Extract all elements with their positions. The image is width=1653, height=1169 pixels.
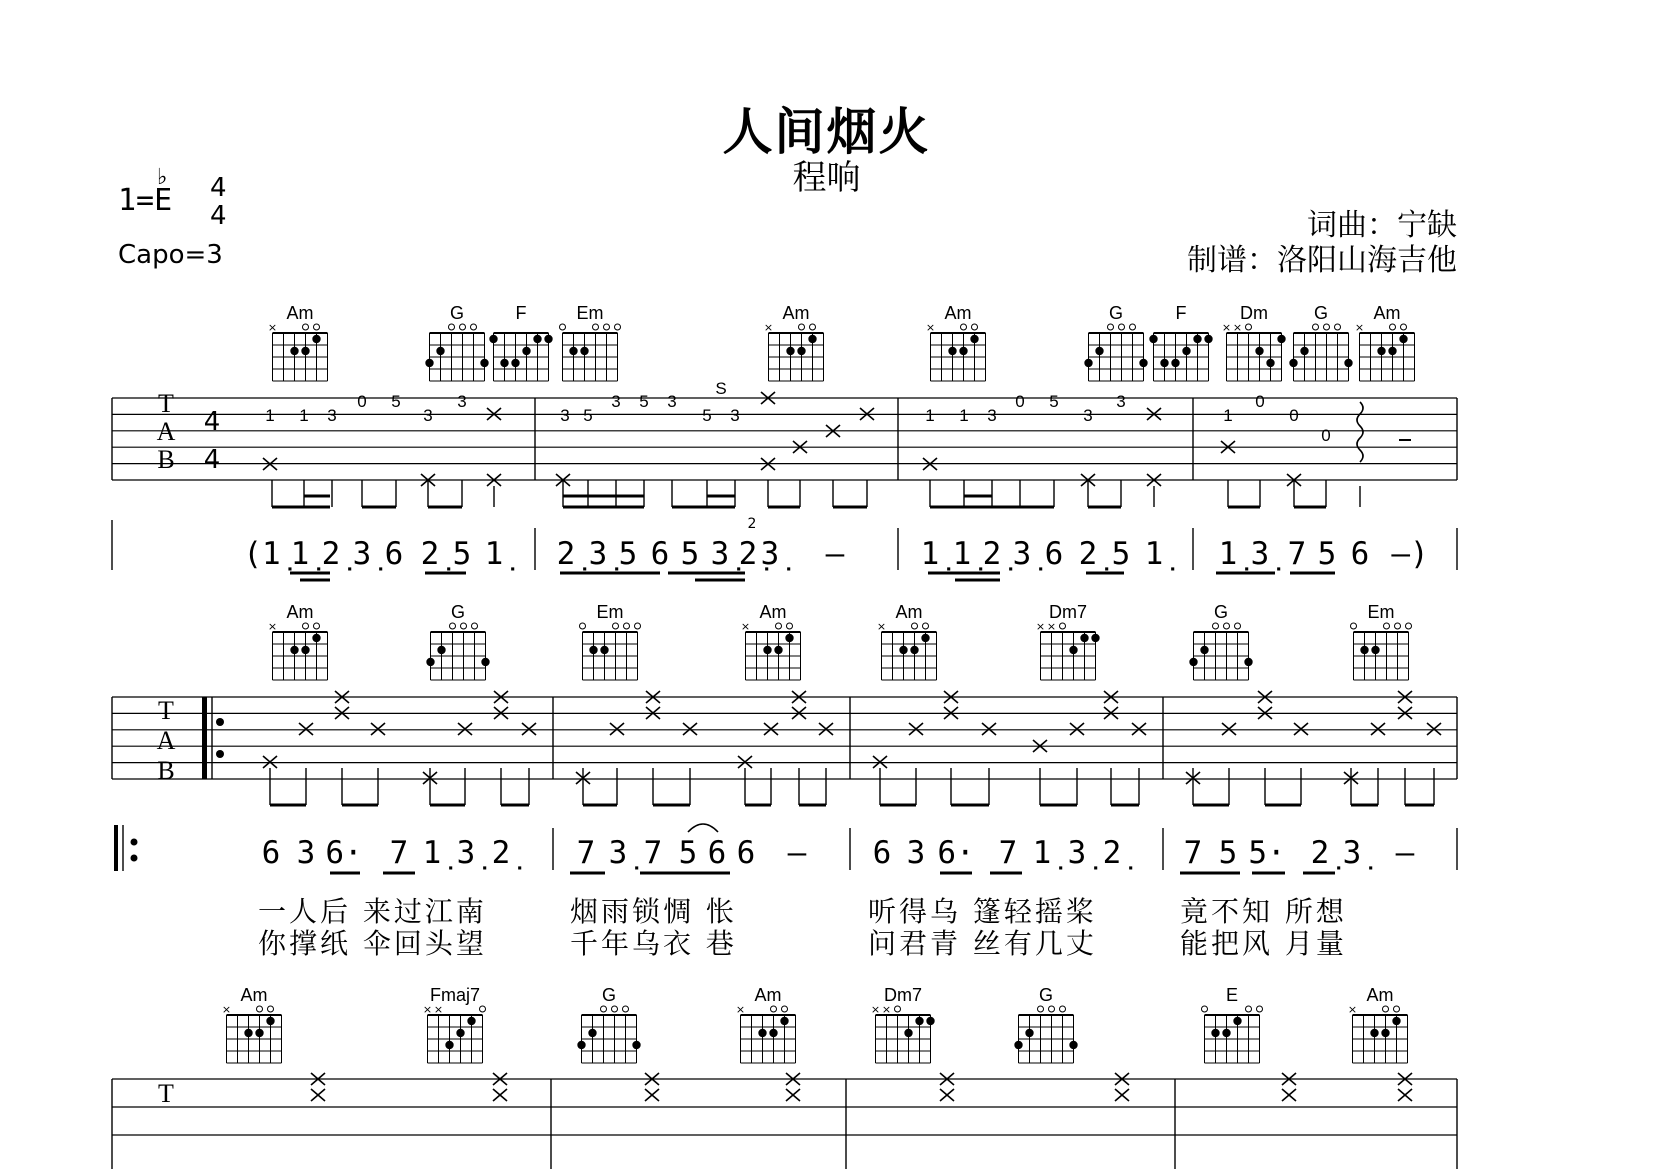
arpeggio-mark bbox=[1357, 402, 1363, 462]
jianpu-note: 5 bbox=[1317, 536, 1337, 572]
tab-clef-letter: B bbox=[157, 445, 175, 474]
jianpu-note: 5 bbox=[452, 536, 472, 572]
dead-note-mark bbox=[786, 1089, 800, 1101]
dead-note-mark bbox=[819, 723, 833, 735]
svg-text:×: × bbox=[763, 321, 774, 334]
jianpu-note: 6 bbox=[707, 835, 727, 871]
jianpu-note: 2̣ bbox=[982, 536, 1002, 572]
chord-name: Em bbox=[1367, 602, 1395, 622]
svg-text:×: × bbox=[876, 620, 887, 633]
dead-note-mark bbox=[493, 1089, 507, 1101]
chord-diagram-em bbox=[1351, 602, 1412, 680]
chord-name: Am bbox=[286, 303, 314, 323]
jianpu-note: 3 bbox=[296, 835, 316, 871]
dead-note-mark bbox=[1294, 723, 1308, 735]
tab-fret-number: 3 bbox=[423, 406, 433, 425]
tab-clef-letter: B bbox=[157, 756, 175, 785]
tab-fret-number: 3 bbox=[1083, 406, 1093, 425]
chord-name: G bbox=[1038, 985, 1054, 1005]
jianpu-note: – bbox=[825, 536, 845, 572]
dead-note-mark bbox=[522, 723, 536, 735]
lyric-line-1: 竟不知 所想 bbox=[1180, 895, 1347, 928]
tab-fret-number: 3 bbox=[457, 392, 467, 411]
slide-mark: S bbox=[715, 379, 727, 398]
chord-name: Am bbox=[754, 985, 782, 1005]
song-title: 人间烟火 bbox=[722, 103, 931, 161]
jianpu-note: 3̣ bbox=[1067, 835, 1087, 871]
dead-note-mark bbox=[982, 723, 996, 735]
svg-text:×: × bbox=[1035, 620, 1046, 633]
chord-diagram-am bbox=[877, 602, 937, 680]
dead-note-mark bbox=[371, 723, 385, 735]
jianpu-note: 3 bbox=[906, 835, 926, 871]
chord-diagram-fmaj7 bbox=[423, 985, 486, 1063]
chord-name: G bbox=[601, 985, 617, 1005]
chord-diagram-am bbox=[741, 602, 801, 680]
svg-text:×: × bbox=[1046, 620, 1057, 633]
chord-name: G bbox=[1313, 303, 1329, 323]
chord-diagram-am bbox=[268, 602, 328, 680]
jianpu-note: 2̣ bbox=[321, 536, 341, 572]
svg-text:×: × bbox=[433, 1003, 444, 1016]
jianpu-note: 7 bbox=[1183, 835, 1203, 871]
artist-name: 程响 bbox=[792, 158, 861, 198]
jianpu-note: 3̣ bbox=[760, 536, 780, 572]
chord-name: F bbox=[515, 303, 527, 323]
capo-info: Capo=3 bbox=[118, 240, 223, 270]
jianpu-note: 3̣ bbox=[1012, 536, 1032, 572]
jianpu-note: 6 bbox=[872, 835, 892, 871]
jianpu-note: 3̣ bbox=[352, 536, 372, 572]
jianpu-note: 6· bbox=[325, 835, 363, 871]
dead-note-mark bbox=[311, 1089, 325, 1101]
lyric-line-2: 千年乌衣 巷 bbox=[570, 927, 737, 960]
svg-text:×: × bbox=[267, 321, 278, 334]
chord-diagram-dm7 bbox=[1036, 602, 1100, 680]
svg-text:×: × bbox=[740, 620, 751, 633]
jianpu-note: 5 bbox=[680, 536, 700, 572]
chord-diagram-g bbox=[1014, 985, 1077, 1063]
tab-fret-number: 3 bbox=[730, 406, 740, 425]
svg-text:×: × bbox=[422, 1003, 433, 1016]
chord-name: Am bbox=[240, 985, 268, 1005]
tab-fret-number: 3 bbox=[1116, 392, 1126, 411]
svg-text:×: × bbox=[267, 620, 278, 633]
grace-note: 2 bbox=[747, 516, 757, 532]
jianpu-note: 6 bbox=[261, 835, 281, 871]
jianpu-note: 1̣ bbox=[1144, 536, 1164, 572]
tab-fret-number: 3 bbox=[987, 406, 997, 425]
tab-fret-number: 5 bbox=[583, 406, 593, 425]
composer-credit: 词曲：宁缺 bbox=[1307, 208, 1457, 243]
time-bottom: 4 bbox=[210, 201, 227, 231]
dead-note-mark bbox=[764, 723, 778, 735]
jianpu-note: 3̣ bbox=[1250, 536, 1270, 572]
jianpu-note: 3̣ bbox=[608, 835, 628, 871]
tab-fret-number: 3 bbox=[667, 392, 677, 411]
tab-clef-letter: T bbox=[158, 389, 174, 418]
jianpu-note: 1̣ bbox=[952, 536, 972, 572]
chord-name: G bbox=[1213, 602, 1229, 622]
tab-fret-number: 5 bbox=[639, 392, 649, 411]
chord-name: E bbox=[1225, 985, 1239, 1005]
jianpu-note: 3̣ bbox=[1342, 835, 1362, 871]
jianpu-note: 2̣ bbox=[556, 536, 576, 572]
chord-diagram-g bbox=[1189, 602, 1252, 680]
lyric-line-1: 听得乌 篷轻摇桨 bbox=[868, 895, 1097, 928]
jianpu-note: 5 bbox=[678, 835, 698, 871]
tab-fret-number: 1 bbox=[1223, 406, 1233, 425]
tab-fret-number: 0 bbox=[1289, 406, 1299, 425]
svg-text:×: × bbox=[925, 321, 936, 334]
tab-fret-number: 0 bbox=[1255, 392, 1265, 411]
chord-name: G bbox=[449, 303, 465, 323]
jianpu-note: 6· bbox=[937, 835, 975, 871]
tab-fret-number: 5 bbox=[1049, 392, 1059, 411]
jianpu-note: 1̣ bbox=[422, 835, 442, 871]
jianpu-note: 1̣ bbox=[484, 536, 504, 572]
chord-diagram-g bbox=[577, 985, 640, 1063]
tab-fret-number: 1 bbox=[959, 406, 969, 425]
jianpu-note: 5 bbox=[1111, 536, 1131, 572]
jianpu-note: 7 bbox=[1287, 536, 1307, 572]
tab-clef-letter: A bbox=[156, 726, 176, 755]
chord-name: Dm bbox=[1240, 303, 1268, 323]
tab-fret-number: 0 bbox=[357, 392, 367, 411]
chord-name: F bbox=[1175, 303, 1187, 323]
chord-diagram-g bbox=[1289, 303, 1352, 381]
chord-name: Am bbox=[782, 303, 810, 323]
lyric-line-2: 问君青 丝有几丈 bbox=[868, 927, 1097, 960]
chord-name: Am bbox=[944, 303, 972, 323]
tab-fret-number: 5 bbox=[391, 392, 401, 411]
chord-diagram-g bbox=[425, 303, 488, 381]
dead-note-mark bbox=[1115, 1089, 1129, 1101]
chord-diagram-am bbox=[736, 985, 796, 1063]
tab-fret-number: 0 bbox=[1321, 426, 1331, 445]
jianpu-note: 2̣ bbox=[420, 536, 440, 572]
svg-text:×: × bbox=[1347, 1003, 1358, 1016]
tab-fret-number: 1 bbox=[299, 406, 309, 425]
tab-clef-letter: A bbox=[156, 417, 176, 446]
chord-diagram-em bbox=[580, 602, 641, 680]
jianpu-note: 7 bbox=[998, 835, 1018, 871]
dead-note-mark bbox=[1371, 723, 1385, 735]
time-top: 4 bbox=[210, 173, 227, 203]
chord-name: Dm7 bbox=[883, 985, 923, 1005]
chord-diagram-dm7 bbox=[871, 985, 935, 1063]
tab-clef-letter: T bbox=[158, 696, 174, 725]
jianpu-note: 5· bbox=[1248, 835, 1286, 871]
jianpu-note: 1̣ bbox=[920, 536, 940, 572]
chord-diagram-am bbox=[764, 303, 824, 381]
dead-note-mark bbox=[1070, 723, 1084, 735]
chord-diagram-f bbox=[489, 303, 552, 381]
tab-time-top: 4 bbox=[203, 407, 221, 437]
dead-note-mark bbox=[610, 723, 624, 735]
tab-fret-number: 3 bbox=[611, 392, 621, 411]
chord-diagram-dm bbox=[1222, 303, 1286, 381]
chord-diagram-am bbox=[1355, 303, 1415, 381]
jianpu-note: 6 bbox=[1350, 536, 1370, 572]
lyric-line-1: 烟雨锁惆 怅 bbox=[570, 895, 737, 928]
jianpu-note: – bbox=[787, 835, 807, 871]
jianpu-note: 1̣ bbox=[1218, 536, 1238, 572]
tie-arc bbox=[688, 824, 718, 832]
jianpu-note: 2̣ bbox=[1102, 835, 1122, 871]
tab-fret-number: 3 bbox=[560, 406, 570, 425]
chord-name: Am bbox=[286, 602, 314, 622]
chord-name: Fmaj7 bbox=[429, 985, 481, 1005]
chord-name: Am bbox=[759, 602, 787, 622]
key-signature: 1=E bbox=[118, 183, 173, 218]
dead-note-mark bbox=[299, 723, 313, 735]
tab-fret-number: 1 bbox=[925, 406, 935, 425]
jianpu-note: 6 bbox=[736, 835, 756, 871]
dead-note-mark bbox=[1398, 1089, 1412, 1101]
dead-note-mark bbox=[1222, 723, 1236, 735]
repeat-bar-thick bbox=[202, 697, 207, 779]
chord-diagram-am bbox=[268, 303, 328, 381]
jianpu-note: 1̣ bbox=[290, 536, 310, 572]
jianpu-note: 2̣ bbox=[1310, 835, 1330, 871]
lyric-line-1: 一人后 来过江南 bbox=[258, 895, 487, 928]
jianpu-note: (1̣ bbox=[243, 536, 281, 572]
dead-note-mark bbox=[1427, 723, 1441, 735]
jianpu-note: 2̣ bbox=[491, 835, 511, 871]
chord-diagram-g bbox=[1084, 303, 1147, 381]
chord-diagram-e bbox=[1202, 985, 1263, 1063]
chord-name: Dm7 bbox=[1048, 602, 1088, 622]
svg-text:×: × bbox=[1232, 321, 1243, 334]
tab-fret-number: 3 bbox=[327, 406, 337, 425]
jianpu-note: 3̣ bbox=[710, 536, 730, 572]
jianpu-note: 3̣ bbox=[456, 835, 476, 871]
dead-note-mark bbox=[1282, 1089, 1296, 1101]
chord-name: Am bbox=[1373, 303, 1401, 323]
chord-diagram-em bbox=[560, 303, 621, 381]
tab-fret-number: 0 bbox=[1015, 392, 1025, 411]
svg-text:×: × bbox=[870, 1003, 881, 1016]
jianpu-note: 3̣ bbox=[588, 536, 608, 572]
svg-text:×: × bbox=[1221, 321, 1232, 334]
chord-diagram-am bbox=[1348, 985, 1408, 1063]
tab-clef-letter: T bbox=[158, 1079, 174, 1108]
dead-note-mark bbox=[683, 723, 697, 735]
chord-diagram-f bbox=[1149, 303, 1212, 381]
jianpu-note: 5 bbox=[1218, 835, 1238, 871]
svg-text:×: × bbox=[881, 1003, 892, 1016]
jianpu-note: 6 bbox=[650, 536, 670, 572]
jianpu-note: 6 bbox=[384, 536, 404, 572]
dead-note-mark bbox=[940, 1089, 954, 1101]
svg-text:×: × bbox=[221, 1003, 232, 1016]
svg-text:×: × bbox=[735, 1003, 746, 1016]
chord-diagram-am bbox=[222, 985, 282, 1063]
jianpu-note: –) bbox=[1391, 536, 1429, 572]
jianpu-note: 2̣ bbox=[738, 536, 758, 572]
dead-note-mark bbox=[909, 723, 923, 735]
dead-note-mark bbox=[458, 723, 472, 735]
lyric-line-2: 能把风 月量 bbox=[1180, 927, 1347, 960]
transcriber-credit: 制谱：洛阳山海吉他 bbox=[1187, 243, 1457, 278]
dead-note-mark bbox=[645, 1089, 659, 1101]
jianpu-note: 1̣ bbox=[1032, 835, 1052, 871]
chord-name: Em bbox=[596, 602, 624, 622]
jianpu-note: 7 bbox=[643, 835, 663, 871]
jianpu-note: 7 bbox=[576, 835, 596, 871]
jianpu-note: – bbox=[1395, 835, 1415, 871]
jianpu-note: 2̣ bbox=[1078, 536, 1098, 572]
tab-fret-number: 1 bbox=[265, 406, 275, 425]
jianpu-note: 6 bbox=[1044, 536, 1064, 572]
tab-time-bottom: 4 bbox=[203, 445, 221, 475]
flat-sign: ♭ bbox=[157, 165, 168, 190]
chord-diagram-am bbox=[926, 303, 986, 381]
svg-text:×: × bbox=[1354, 321, 1365, 334]
dead-note-mark bbox=[1132, 723, 1146, 735]
lyric-line-2: 你撑纸 伞回头望 bbox=[258, 927, 487, 960]
tab-fret-number: 5 bbox=[702, 406, 712, 425]
chord-name: Em bbox=[576, 303, 604, 323]
jianpu-note: 7 bbox=[389, 835, 409, 871]
chord-diagram-g bbox=[426, 602, 489, 680]
chord-name: Am bbox=[1366, 985, 1394, 1005]
chord-name: Am bbox=[895, 602, 923, 622]
jianpu-note: 5 bbox=[618, 536, 638, 572]
chord-name: G bbox=[450, 602, 466, 622]
chord-name: G bbox=[1108, 303, 1124, 323]
